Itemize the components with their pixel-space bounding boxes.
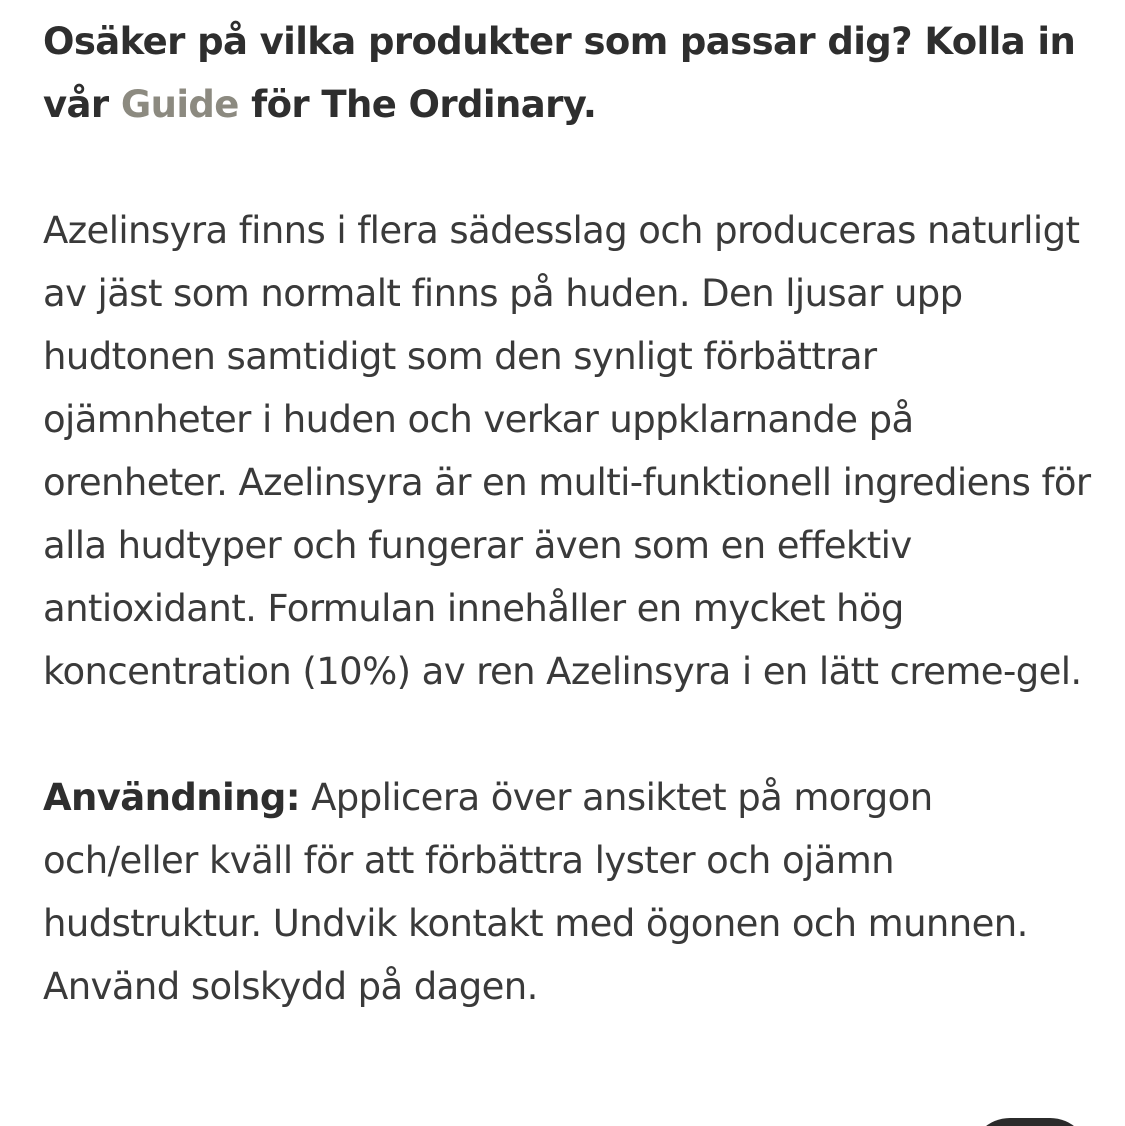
usage-text: Applicera över ansiktet på morgon och/eller kväll för att förbättra lyster och ojämn hudstruktur. Undvik kontakt med ögonen och munnen. Använd solskydd på dagen. xyxy=(43,776,1028,1008)
usage-label: Användning: xyxy=(43,776,300,819)
product-description xyxy=(43,10,1093,1018)
guide-link[interactable]: Guide xyxy=(120,83,239,126)
guide-intro-text-before: Osäker på vilka produkter som passar dig? Kolla in vår xyxy=(43,20,1076,126)
guide-intro-text-after: för The Ordinary. xyxy=(238,83,597,126)
guide-intro xyxy=(43,10,1093,136)
floating-button-edge[interactable] xyxy=(970,1118,1090,1126)
usage-instructions xyxy=(43,766,1093,1018)
product-description-text: Azelinsyra finns i flera sädesslag och produceras naturligt av jäst som normalt finns på huden. Den ljusar upp hudtonen samtidigt som den synligt förbättrar ojämnheter i huden och verkar uppklarnande på orenheter. Azelinsyra är en multi-funktionell ingrediens för alla hudtyper och fungerar även som en effektiv antioxidant. Formulan innehåller en mycket hög koncentration (10%) av ren Azelinsyra i en lätt creme-gel. xyxy=(43,209,1091,693)
